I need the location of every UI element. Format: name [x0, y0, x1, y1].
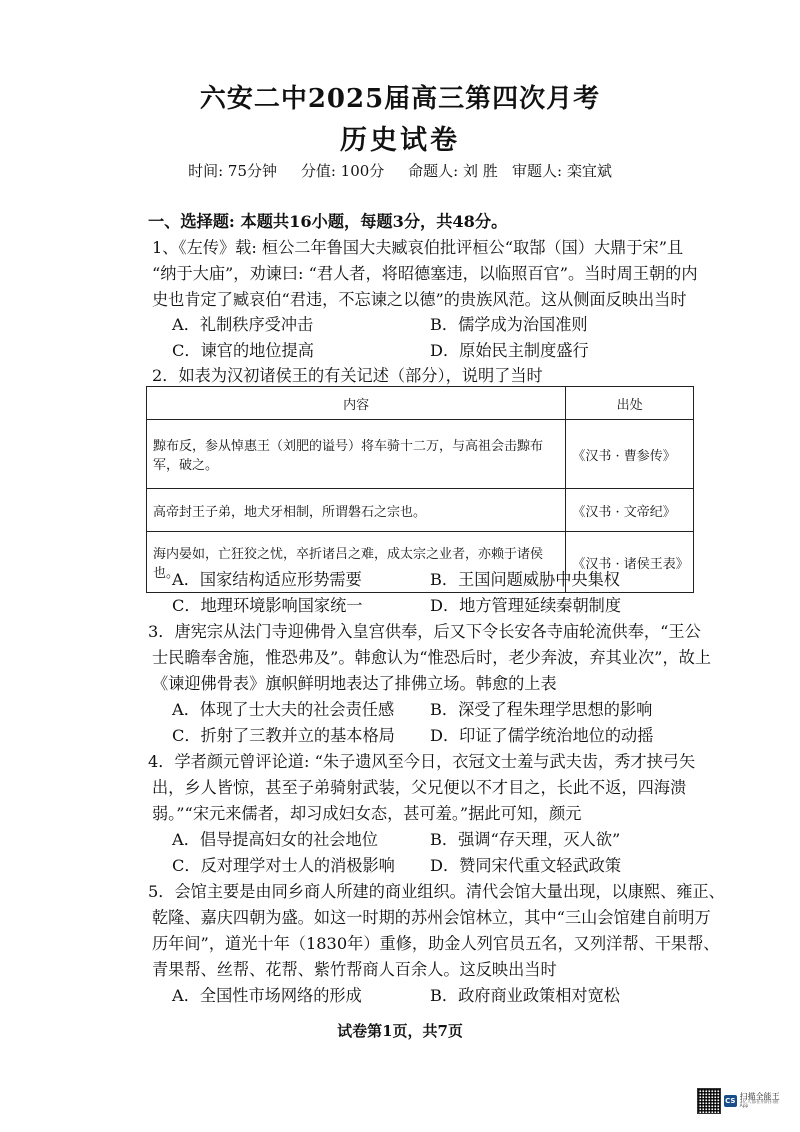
q4-line-2: 出，乡人皆惊，甚至子弟骑射武装，父兄便以不才目之，长此不返，四海溃 — [152, 778, 687, 797]
q3-line-3: 《谏迎佛骨表》旗帜鲜明地表达了排佛立场。韩愈的上表 — [152, 674, 557, 693]
scanner-app-name: 扫描全能王 — [739, 1091, 780, 1101]
q3-option-b: B．深受了程朱理学思想的影响 — [430, 700, 653, 719]
section-heading: 一、选择题: 本题共16小题，每题3分，共48分。 — [148, 212, 508, 231]
table-cell-content: 高帝封王子弟，地犬牙相制，所谓磐石之宗也。 — [147, 489, 566, 532]
q2-option-b: B．王国问题威胁中央集权 — [430, 570, 620, 589]
table-row — [147, 489, 694, 532]
q5-line-4: 青果帮、丝帮、花帮、紫竹帮商人百余人。这反映出当时 — [152, 960, 557, 979]
table-cell-content: 黥布反，参从悼惠王（刘肥的谥号）将车骑十二万，与高祖会击黥布军，破之。 — [147, 420, 566, 489]
q3-option-d: D．印证了儒学统治地位的动摇 — [430, 726, 654, 745]
scanner-watermark — [697, 1086, 783, 1116]
q1-line-1: 1、《左传》载: 桓公二年鲁国大夫臧哀伯批评桓公“取郜（国）大鼎于宋”且 — [152, 238, 684, 257]
qr-code-icon — [697, 1088, 721, 1114]
exam-title: 六安二中2025届高三第四次月考 — [199, 84, 601, 114]
q2-stem: 2．如表为汉初诸侯王的有关记述（部分），说明了当时 — [152, 366, 543, 385]
q4-option-c: C．反对理学对士人的消极影响 — [172, 856, 395, 875]
q5-line-3: 历年间”，道光十年（1830年）重修，助金人列官员五名，又列洋帮、干果帮、 — [152, 934, 720, 953]
page-footer: 试卷第1页，共7页 — [337, 1022, 463, 1040]
q5-line-2: 乾隆、嘉庆四朝为盛。如这一时期的苏州会馆林立，其中“三山会馆建自前明万 — [152, 908, 711, 927]
q4-option-a: A．倡导提高妇女的社会地位 — [172, 830, 378, 849]
table-row — [147, 420, 694, 489]
q4-option-d: D．赞同宋代重文轻武政策 — [430, 856, 622, 875]
table-cell-source: 《汉书 · 诸侯王表》 — [566, 532, 694, 593]
table-cell-source: 《汉书 · 曹参传》 — [566, 420, 694, 489]
q3-option-a: A．体现了士大夫的社会责任感 — [172, 700, 395, 719]
q4-line-3: 弱。”“宋元来儒者，却习成妇女态，甚可羞。”据此可知，颜元 — [152, 804, 582, 823]
q5-option-b: B．政府商业政策相对宽松 — [430, 986, 620, 1005]
q1-line-2: “纳于大庙”，劝谏曰: “君人者，将昭德塞违，以临照百官”。当时周王朝的内 — [152, 264, 698, 283]
q1-option-b: B．儒学成为治国准则 — [430, 315, 588, 334]
q1-option-d: D．原始民主制度盛行 — [430, 341, 589, 360]
q3-line-1: 3．唐宪宗从法门寺迎佛骨入皇宫供奉，后又下令长安各寺庙轮流供奉，“王公 — [148, 622, 701, 641]
table-header-row — [147, 387, 694, 420]
q2-option-d: D．地方管理延续秦朝制度 — [430, 596, 622, 615]
q3-option-c: C．折射了三教并立的基本格局 — [172, 726, 395, 745]
q5-option-a: A．全国性市场网络的形成 — [172, 986, 362, 1005]
table-cell-content: 海内晏如，亡狂狡之忧，卒折诸吕之难，成太宗之业者，亦赖于诸侯也。 — [147, 532, 566, 593]
q4-option-b: B．强调“存天理，灭人欲” — [430, 830, 621, 849]
table-header-content: 内容 — [147, 387, 566, 420]
q4-line-1: 4．学者颜元曾评论道: “朱子遗风至今日，衣冠文士羞与武夫齿，秀才挟弓矢 — [148, 752, 696, 771]
exam-meta: 时间: 75分钟 分值: 100分 命题人: 刘 胜 审题人: 栾宜斌 — [188, 162, 612, 180]
q1-option-a: A．礼制秩序受冲击 — [172, 315, 314, 334]
table-cell-source: 《汉书 · 文帝纪》 — [566, 489, 694, 532]
q5-line-1: 5．会馆主要是由同乡商人所建的商业组织。清代会馆大量出现，以康熙、雍正、 — [148, 882, 725, 901]
q3-line-2: 士民瞻奉舍施，惟恐弗及”。韩愈认为“惟恐后时，老少奔波，弃其业次”，故上 — [152, 648, 712, 667]
q1-option-c: C．谏官的地位提高 — [172, 341, 314, 360]
table-header-source: 出处 — [566, 387, 694, 420]
exam-subtitle: 历史试卷 — [340, 125, 460, 156]
scanner-tagline: 3亿人都在用的扫描App — [739, 1099, 779, 1109]
camscanner-logo-icon: CS — [725, 1097, 736, 1105]
scanner-label — [740, 1093, 783, 1110]
q2-option-a: A．国家结构适应形势需要 — [172, 570, 362, 589]
q1-line-3: 史也肯定了臧哀伯“君违，不忘谏之以德”的贵族风范。这从侧面反映出当时 — [152, 290, 687, 309]
q2-source-table — [146, 386, 694, 593]
q2-option-c: C．地理环境影响国家统一 — [172, 596, 363, 615]
